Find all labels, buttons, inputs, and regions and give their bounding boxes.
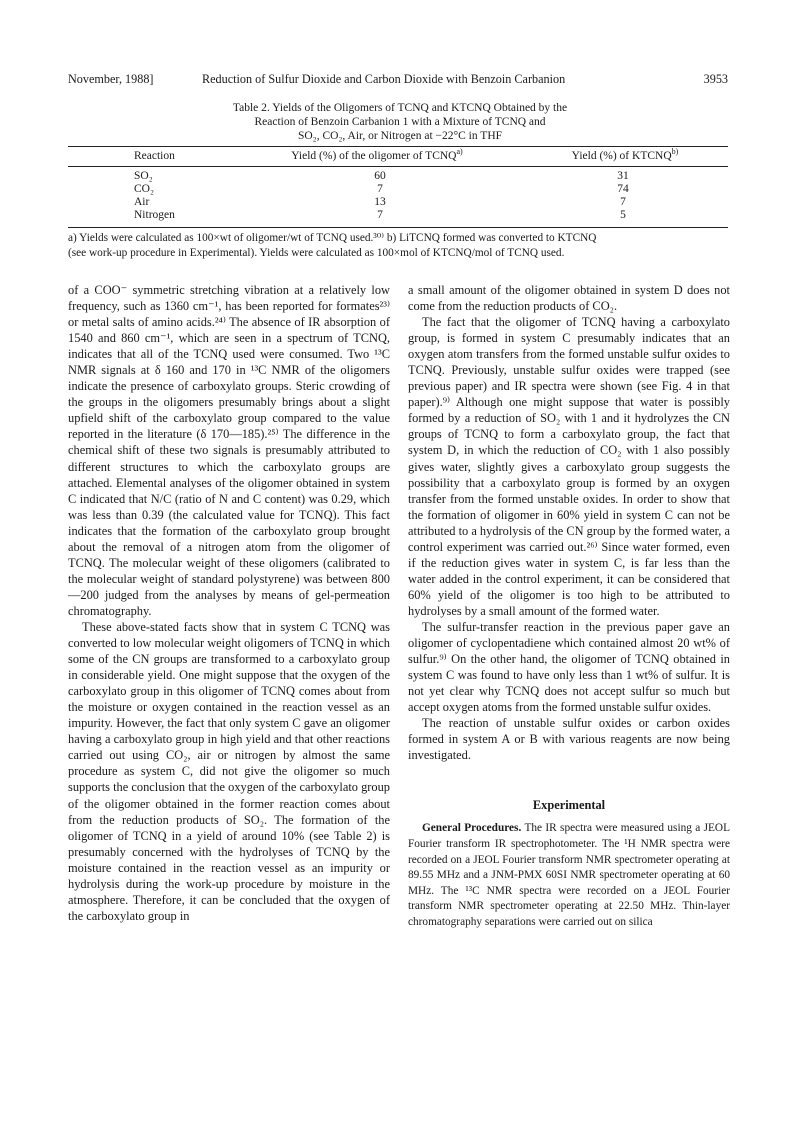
cell-reaction: CO₂ <box>134 183 154 195</box>
body-paragraph: The reaction of unstable sulfur oxides or carbon oxides formed in system A or B with various reagents are now being investigated. <box>408 716 730 763</box>
cell-oligomer: 13 <box>374 196 386 208</box>
header-ktcnq-text: Yield (%) of KTCNQ <box>571 150 672 162</box>
table-caption <box>150 101 650 143</box>
table-bottom-rule <box>68 227 728 228</box>
cell-reaction: Air <box>134 196 150 208</box>
table-top-rule <box>68 146 728 147</box>
issue-date: November, 1988] <box>68 72 154 86</box>
table-caption-line: Reaction of Benzoin Carbanion 1 with a Mixture of TCNQ and <box>254 116 546 128</box>
table-header-rule <box>68 166 728 167</box>
table-footnote-line: (see work-up procedure in Experimental). Yields were calculated as 100×mol of KTCNQ/mol of TCNQ used. <box>68 246 565 259</box>
right-column <box>408 282 730 931</box>
cell-reaction: SO₂ <box>134 170 153 182</box>
cell-oligomer: 7 <box>377 209 383 221</box>
cell-oligomer: 60 <box>374 170 386 182</box>
body-paragraph: of a COO⁻ symmetric stretching vibration at a relatively low frequency, such as 1360 cm⁻¹, has been reported for formates²³⁾ or metal salts of amino acids.²⁴⁾ The absence of IR absorption of 1540 and 860 cm⁻¹, which are seen in a spectrum of TCNQ, indicates that all of the TCNQ used were consumed. Two ¹³C NMR signals at δ 160 and 170 in ¹³C NMR of the oligomers indicate the presence of carboxylato groups. Steric crowding of the groups in the oligomers presumably brings about a slight upfield shift of the carboxylato group compared to the value reported in the literature (δ 170—185).²⁵⁾ The difference in the chemical shift of these two signals is presumably attributed to different structures to which the carboxylato groups are attached. Elemental analyses of the oligomer obtained in system C indicated that N/C (ratio of N and C content) was 0.29, which was less than 0.39 (the calculated value for TCNQ). This fact indicates that the formation of the carboxylato group brought about the removal of a nitrogen atom from the oligomer of TCNQ. The molecular weight of these oligomers (calibrated to the molecular weight of standard polystyrene) was between 800—200 judged from the analyses by means of gel-permeation chromatography. <box>68 283 390 618</box>
table-footnotes <box>68 231 728 260</box>
run-in-heading: General Procedures. <box>422 822 522 835</box>
body-paragraph: These above-stated facts show that in system C TCNQ was converted to low molecular weight oligomers of TCNQ in which some of the CN groups are transformed to a carboxylato group in considerable yield. One might suppose that the oxygen of the carboxylato group in this oligomer of TCNQ comes about from the moisture or oxygen contained in the reaction vessel as an impurity. However, the fact that only system C gave an oligomer having a carboxylato group in high yield and that other reactions carried out using CO₂, air or nitrogen by almost the same procedure as system C, did not give the oligomer so much supports the conclusion that the oxygen of the carboxylato group of the oligomer obtained in the former reaction comes about from the reduction products of SO₂. The formation of the oligomer of TCNQ in a yield of around 10% (see Table 2) is presumably concerned with the hydrolyses of TCNQ by the moisture contained in the reaction vessel as an impurity or hydrolysis during the work-up procedure by moisture in the atmosphere. Therefore, it can be concluded that the oxygen of the carboxylato group in <box>68 619 390 923</box>
section-heading-experimental: Experimental <box>532 798 606 813</box>
left-column <box>68 282 390 924</box>
footnote-mark-a: a) <box>456 147 463 157</box>
header-reaction: Reaction <box>134 150 175 162</box>
cell-ktcnq: 7 <box>620 196 626 208</box>
table-caption-line: Table 2. Yields of the Oligomers of TCNQ and KTCNQ Obtained by the <box>232 102 568 114</box>
table-caption-line: SO₂, CO₂, Air, or Nitrogen at −22°C in THF <box>297 130 503 142</box>
footnote-mark-b: b) <box>671 147 679 157</box>
table-footnote-line: a) Yields were calculated as 100×wt of oligomer/wt of TCNQ used.³⁰⁾ b) LiTCNQ formed was converted to KTCNQ <box>68 232 597 244</box>
cell-reaction: Nitrogen <box>134 209 175 221</box>
page-number: 3953 <box>703 72 728 86</box>
header-oligomer-yield <box>242 147 512 163</box>
header-oligomer-text: Yield (%) of the oligomer of TCNQ <box>291 150 457 162</box>
cell-ktcnq: 74 <box>617 183 629 195</box>
cell-ktcnq: 5 <box>620 209 626 221</box>
experimental-paragraph <box>408 821 730 930</box>
cell-ktcnq: 31 <box>617 170 629 182</box>
article-title: Reduction of Sulfur Dioxide and Carbon Dioxide with Benzoin Carbanion <box>202 72 566 86</box>
experimental-text: The IR spectra were measured using a JEOL Fourier transform IR spectrophotometer. The ¹H NMR spectra were recorded on a JEOL Fourier transform NMR spectrometer operating at 89.55 MHz and a JNM-PMX 60SI NMR spectrometer operating at 60 MHz. The ¹³C NMR spectra were recorded on a JEOL Fourier transform NMR spectrometer operating at 22.50 MHz. Thin-layer chromatography separations were carried out on silica <box>408 822 730 929</box>
cell-oligomer: 7 <box>377 183 383 195</box>
body-paragraph: a small amount of the oligomer obtained in system D does not come from the reduction products of CO₂. <box>408 283 730 314</box>
header-ktcnq-yield <box>540 147 710 163</box>
body-paragraph: The sulfur-transfer reaction in the previous paper gave an oligomer of cyclopentadiene which contained almost 20 wt% of sulfur.⁹⁾ On the other hand, the oligomer of TCNQ obtained in system C was found to have only less than 1 wt% of sulfur. It is not yet clear why TCNQ does not accept sulfur so much but accept oxygen atoms from the formed unstable sulfur oxides. <box>408 619 730 715</box>
body-paragraph: The fact that the oligomer of TCNQ having a carboxylato group, is formed in system C presumably indicates that an oxygen atom transfers from the formed unstable sulfur oxides to TCNQ. Previously, unstable sulfur oxides were trapped (see previous paper) and IR spectra were shown (see Fig. 4 in that paper).⁹⁾ Although one might suppose that water is possibly formed by a reduction of SO₂ with 1 and it hydrolyzes the CN groups of TCNQ to form a carboxylato group, the fact that system D, in which the reduction of CO₂ with 1 also possibly gives water, slightly gives a carboxylato group suggests the possibility that a carboxylato group is formed by an oxygen transfer from the formed unstable oxides. In order to show that the formation of oligomer in 60% yield in system C can not be attributed to a hydrolysis of the CN group by the formed water, a control experiment was carried out.²⁶⁾ Since water formed, even if the reduction gives water in system C, is far less than the water added in the control experiment, it can be considered that 60% yield of the oligomer is too high to be attributed to hydrolyses by a small amount of the formed water. <box>408 315 730 618</box>
